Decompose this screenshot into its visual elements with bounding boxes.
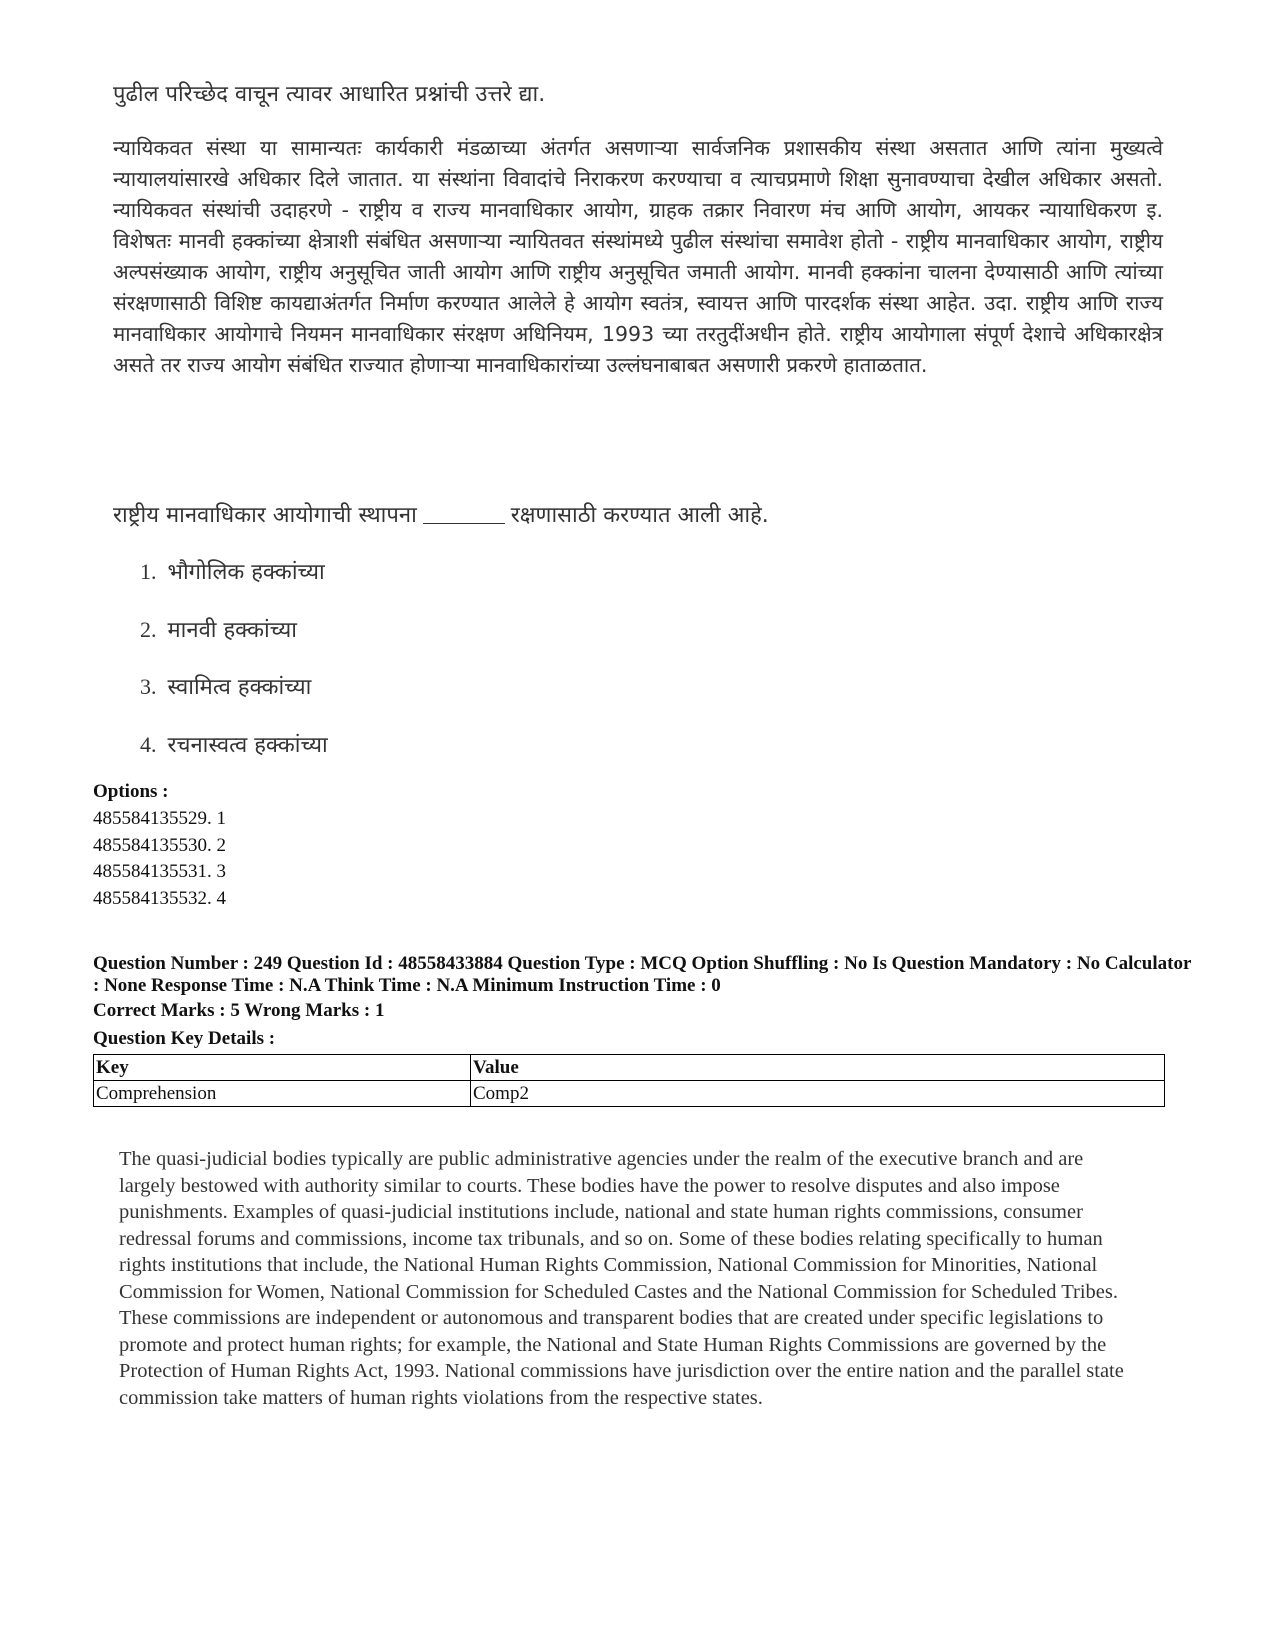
- question-text: [113, 501, 1163, 531]
- marks-line: Correct Marks : 5 Wrong Marks : 1: [93, 1000, 385, 1021]
- choice-number: 2.: [140, 616, 157, 642]
- key-details-table: [93, 1054, 1165, 1107]
- choice-2: [140, 615, 328, 673]
- choice-text: भौगोलिक हक्कांच्या: [167, 560, 325, 585]
- choice-number: 3.: [140, 674, 157, 699]
- choice-4: [140, 730, 328, 788]
- table-cell-value: Comp2: [471, 1081, 1165, 1107]
- key-details-title: Question Key Details :: [93, 1028, 276, 1049]
- option-line: 485584135532. 4: [93, 887, 226, 909]
- question-text-before: राष्ट्रीय मानवाधिकार आयोगाची स्थापना: [113, 503, 417, 528]
- table-header-key: Key: [94, 1055, 471, 1081]
- choice-text: मानवी हक्कांच्या: [167, 617, 297, 643]
- question-choices: [140, 557, 328, 787]
- options-title: Options :: [93, 781, 169, 802]
- choice-text: स्वामित्व हक्कांच्या: [167, 675, 312, 700]
- comprehension-passage-english: The quasi-judicial bodies typically are public administrative agencies under the realm of the executive branch and are largely bestowed with authority similar to courts. These bodies have the power to resolve disputes and also impose punishments. Examples of quasi-judicial institutions include, national and state human rights commissions, consumer redressal forums and commissions, income tax tribunals, and so on. Some of these bodies relating specifically to human rights institutions that include, the National Human Rights Commission, National Commission for Minorities, National Commission for Women, National Commission for Scheduled Castes and the National Commission for Scheduled Tribes. These commissions are independent or autonomous and transparent bodies that are created under specific legislations to promote and protect human rights; for example, the National and State Human Rights Commissions are governed by the Protection of Human Rights Act, 1993. National commissions have jurisdiction over the entire nation and the parallel state commission take matters of human rights violations from the respective states.: [119, 1148, 1124, 1409]
- question-meta: Question Number : 249 Question Id : 48558433884 Question Type : MCQ Option Shuffling : No Is Question Mandatory : No Calculator : None Response Time : N.A Think Time : N.A Minimum Instruction Time : 0: [93, 953, 1192, 996]
- choice-text: रचनास्वत्व हक्कांच्या: [167, 732, 328, 758]
- option-line: 485584135531. 3: [93, 861, 226, 882]
- choice-number: 4.: [140, 731, 157, 757]
- options-list: [93, 806, 226, 912]
- table-header-value: Value: [471, 1055, 1165, 1081]
- choice-1: [140, 557, 328, 615]
- table-cell-key: Comprehension: [94, 1081, 471, 1107]
- question-text-after: रक्षणासाठी करण्यात आली आहे.: [510, 503, 769, 528]
- choice-number: 1.: [140, 559, 157, 584]
- option-line: 485584135530. 2: [93, 834, 226, 856]
- comprehension-passage-marathi: न्यायिकवत संस्था या सामान्यतः कार्यकारी मंडळाच्या अंतर्गत असणाऱ्या सार्वजनिक प्रशासकीय संस्था असतात आणि त्यांना मुख्यत्वे न्यायालयांसारखे अधिकार दिले जातात. या संस्थांना विवादांचे निराकरण करण्याचा व त्याचप्रमाणे शिक्षा सुनावण्याचा देखील अधिकार असतो. न्यायिकवत संस्थांची उदाहरणे - राष्ट्रीय व राज्य मानवाधिकार आयोग, ग्राहक तक्रार निवारण मंच आणि आयोग, आयकर न्यायाधिकरण इ. विशेषतः मानवी हक्कांच्या क्षेत्राशी संबंधित असणाऱ्या न्यायितवत संस्थांमध्ये पुढील संस्थांचा समावेश होतो - राष्ट्रीय मानवाधिकार आयोग, राष्ट्रीय अल्पसंख्याक आयोग, राष्ट्रीय अनुसूचित जाती आयोग आणि राष्ट्रीय अनुसूचित जमाती आयोग. मानवी हक्कांना चालना देण्यासाठी आणि त्यांच्या संरक्षणासाठी विशिष्ट कायद्याअंतर्गत निर्माण करण्यात आलेले हे आयोग स्वतंत्र, स्वायत्त आणि पारदर्शक संस्था आहेत. उदा. राष्ट्रीय आणि राज्य मानवाधिकार आयोगाचे नियमन मानवाधिकार संरक्षण अधिनियम, 1993 च्या तरतुदींअधीन होते. राष्ट्रीय आयोगाला संपूर्ण देशाचे अधिकारक्षेत्र असते तर राज्य आयोग संबंधित राज्यात होणाऱ्या मानवाधिकारांच्या उल्लंघनाबाबत असणारी प्रकरणे हाताळतात.: [113, 136, 1163, 377]
- comprehension-heading: पुढील परिच्छेद वाचून त्यावर आधारित प्रश्नांची उत्तरे द्या.: [113, 82, 546, 107]
- question-blank: [423, 501, 505, 524]
- table-header-row: [94, 1055, 1165, 1081]
- choice-3: [140, 672, 328, 730]
- option-line: 485584135529. 1: [93, 808, 226, 829]
- table-row: [94, 1081, 1165, 1107]
